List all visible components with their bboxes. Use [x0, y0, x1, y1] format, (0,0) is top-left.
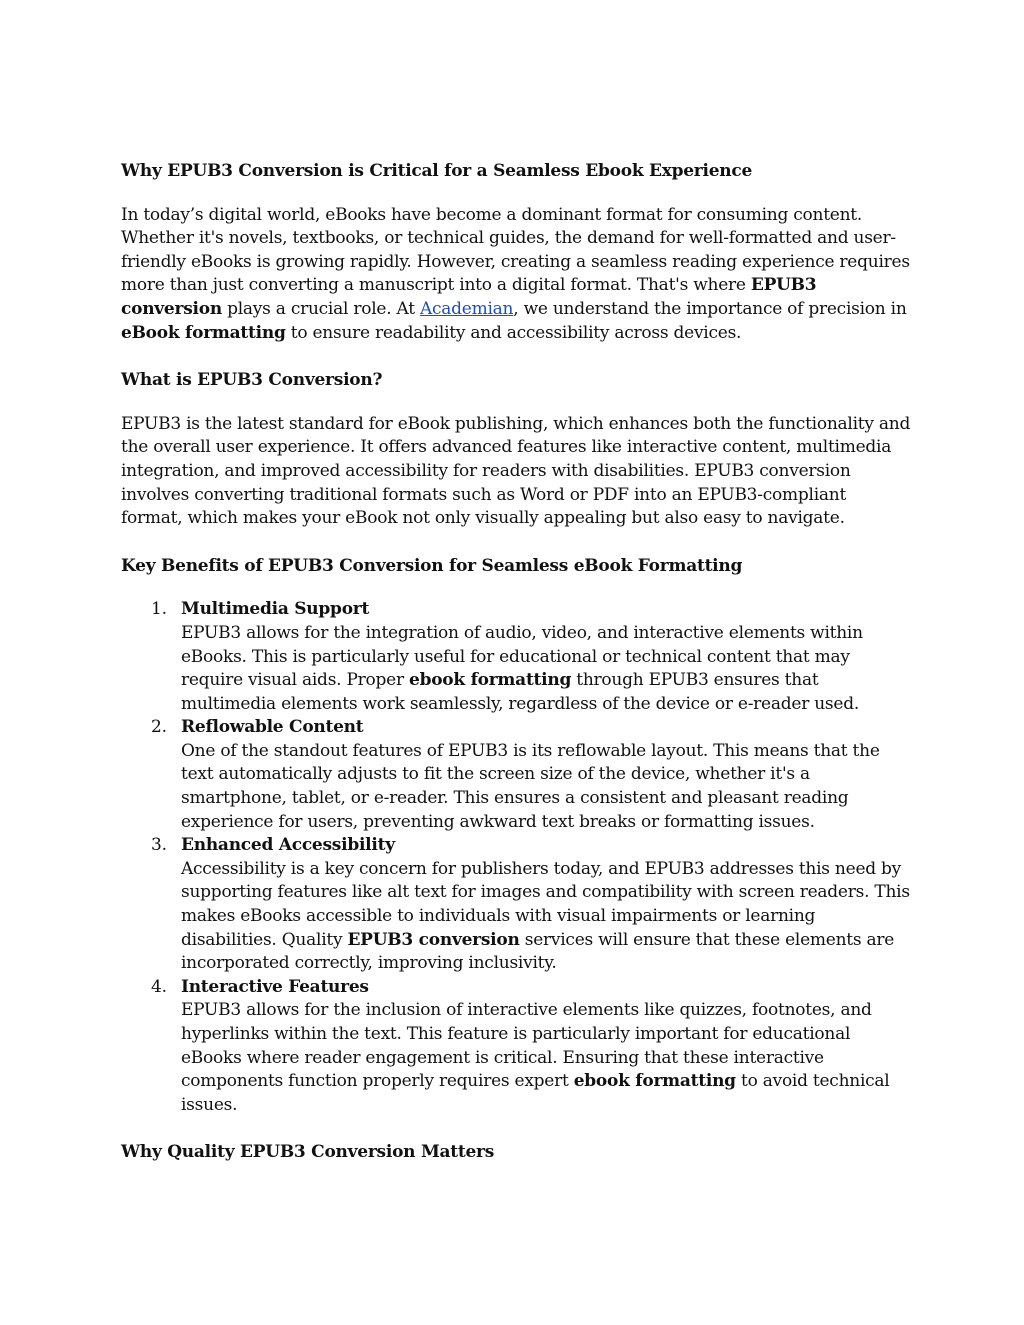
list-item-text: One of the standout features of EPUB3 is its reflowable layout. This means that the text automatically adjusts to fit the screen size of the device, whether it's a smartphone, tablet, or e-reader. This ensures a consistent and pleasant reading experience for users, preventing awkward text breaks or formatting issues. — [181, 740, 880, 832]
intro-text-3: , we understand the importance of precision in — [513, 298, 907, 319]
benefits-list — [121, 598, 911, 1117]
intro-bold-ebook: eBook formatting — [121, 322, 286, 343]
list-item-title: Interactive Features — [181, 976, 369, 997]
heading-what-is: What is EPUB3 Conversion? — [121, 370, 383, 391]
document-page — [121, 160, 911, 1165]
list-item-title: Multimedia Support — [181, 599, 370, 620]
list-item — [121, 716, 911, 834]
list-item-text-end: to avoid technical issues. — [181, 1071, 890, 1115]
heading-key-benefits: Key Benefits of EPUB3 Conversion for Seamless eBook Formatting — [121, 555, 743, 576]
list-item — [121, 834, 911, 976]
list-item-text: Accessibility is a key concern for publishers today, and EPUB3 addresses this need by supporting features like alt text for images and compatibility with screen readers. This makes eBooks accessible to individuals with visual impairments or learning disabilities. Quality — [181, 858, 910, 950]
list-item-text: EPUB3 allows for the inclusion of interactive elements like quizzes, footnotes, and hyperlinks within the text. This feature is particularly important for educational eBooks where reader engagement is critical. Ensuring that these interactive components function properly requires expert — [181, 1000, 872, 1092]
list-item-text-end: services will ensure that these elements are incorporated correctly, improving inclusivity. — [181, 929, 895, 974]
list-item-number: 1. — [151, 599, 167, 620]
list-item-bold: ebook formatting — [573, 1071, 736, 1092]
intro-text-1: In today’s digital world, eBooks have become a dominant format for consuming content. Whether it's novels, textbooks, or technical guides, the demand for well-formatted and user-friendly eBooks is growing rapidly. However, creating a seamless reading experience requires more than just converting a manuscript into a digital format. That's where — [121, 204, 910, 296]
list-item-text-end: through EPUB3 ensures that multimedia elements work seamlessly, regardless of the device or e-reader used. — [181, 670, 859, 714]
list-item-title: Reflowable Content — [181, 717, 364, 738]
list-item — [121, 598, 911, 716]
list-item-text: EPUB3 allows for the integration of audio, video, and interactive elements within eBooks. This is particularly useful for educational or technical content that may require visual aids. Proper — [181, 622, 863, 691]
list-item-number: 3. — [151, 835, 167, 856]
list-item-title: Enhanced Accessibility — [181, 835, 395, 856]
list-item — [121, 976, 911, 1118]
list-item-number: 2. — [151, 717, 167, 738]
academian-link[interactable]: Academian — [419, 298, 514, 319]
intro-paragraph — [121, 204, 911, 346]
heading-why-quality: Why Quality EPUB3 Conversion Matters — [121, 1142, 495, 1163]
document-title: Why EPUB3 Conversion is Critical for a Seamless Ebook Experience — [121, 161, 753, 181]
list-item-number: 4. — [151, 976, 167, 997]
intro-text-2: plays a crucial role. At — [221, 298, 420, 319]
intro-bold-epub3: EPUB3 conversion — [121, 275, 817, 319]
what-is-paragraph: EPUB3 is the latest standard for eBook publishing, which enhances both the functionality and the overall user experience. It offers advanced features like interactive content, multimedia integration, and improved accessibility for readers with disabilities. EPUB3 conversion involves converting traditional formats such as Word or PDF into an EPUB3-compliant format, which makes your eBook not only visually appealing but also easy to navigate. — [121, 413, 911, 529]
intro-text-4: to ensure readability and accessibility across devices. — [285, 322, 742, 343]
list-item-bold: ebook formatting — [409, 670, 572, 691]
list-item-bold: EPUB3 conversion — [347, 929, 520, 950]
